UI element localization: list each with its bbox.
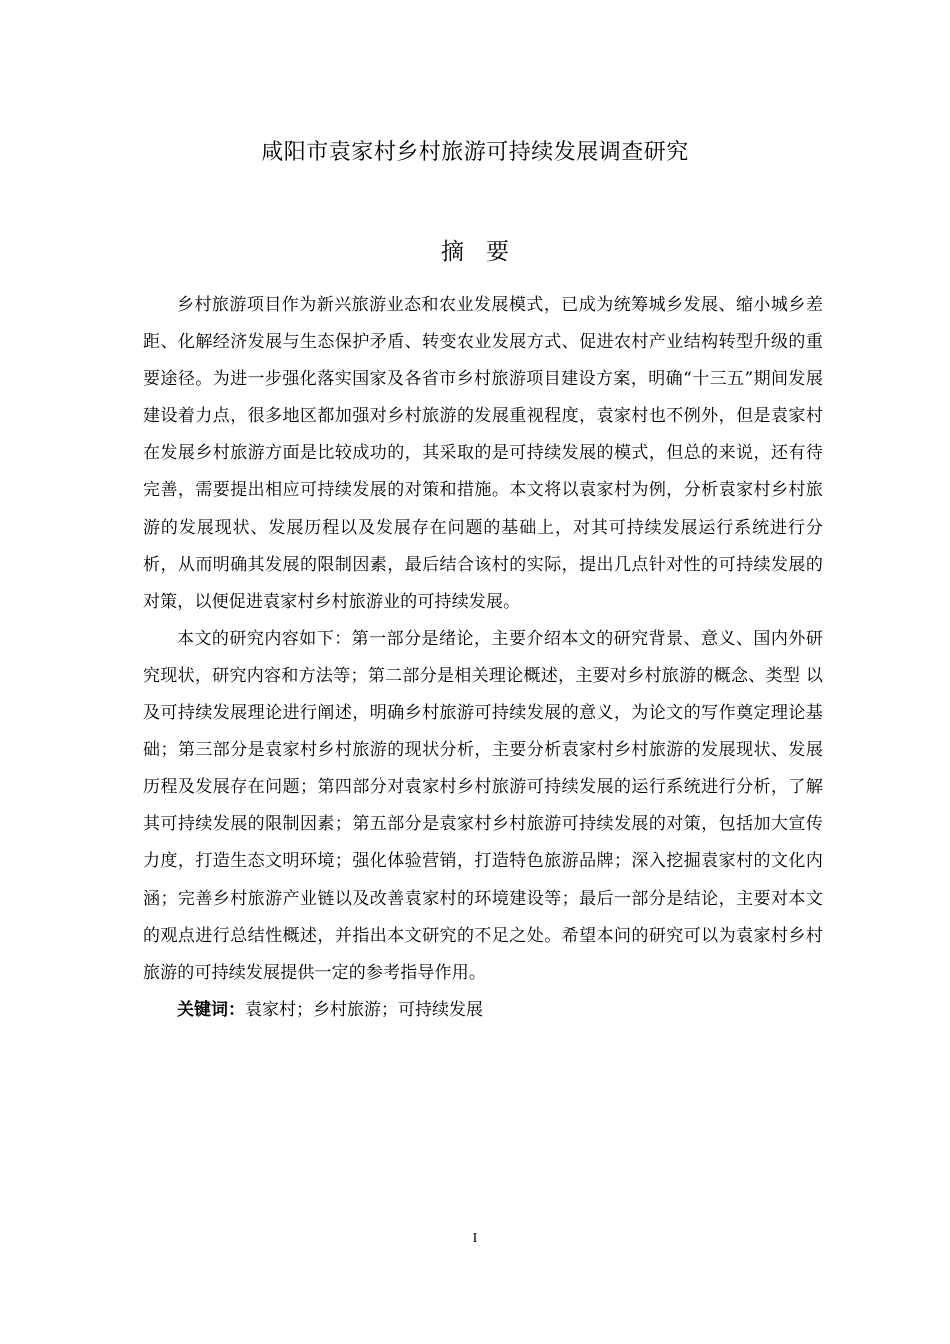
abstract-paragraph-2: 本文的研究内容如下：第一部分是绪论，主要介绍本文的研究背景、意义、国内外研究现状，研究内容和方法等；第二部分是相关理论概述，主要对乡村旅游的概念、类型 以及可持续发展理论进行阐述，明确乡村旅游可持续发展的意义，为论文的写作奠定理论基础；第三部分是袁家村乡村旅游的现状分析，主要分析袁家村乡村旅游的发展现状、发展历程及发展存在问题；第四部分对袁家村乡村旅游可持续发展的运行系统进行分析，了解其可持续发展的限制因素；第五部分是袁家村乡村旅游可持续发展的对策，包括加大宣传力度，打造生态文明环境；强化体验营销，打造特色旅游品牌；深入挖掘袁家村的文化内涵；完善乡村旅游产业链以及改善袁家村的环境建设等；最后一部分是结论，主要对本文的观点进行总结性概述，并指出本文研究的不足之处。希望本问的研究可以为袁家村乡村旅游的可持续发展提供一定的参考指导作用。 bbox=[143, 628, 823, 983]
abstract-body bbox=[143, 287, 823, 1029]
keywords-label: 关键词： bbox=[177, 999, 245, 1020]
keywords-line bbox=[143, 992, 823, 1029]
abstract-paragraph-1: 乡村旅游项目作为新兴旅游业态和农业发展模式，已成为统筹城乡发展、缩小城乡差距、化解经济发展与生态保护矛盾、转变农业发展方式、促进农村产业结构转型升级的重要途径。为进一步强化落实国家及各省市乡村旅游项目建设方案，明确“十三五”期间发展建设着力点，很多地区都加强对乡村旅游的发展重视程度，袁家村也不例外，但是袁家村在发展乡村旅游方面是比较成功的，其采取的是可持续发展的模式，但总的来说，还有待完善，需要提出相应可持续发展的对策和措施。本文将以袁家村为例，分析袁家村乡村旅游的发展现状、发展历程以及发展存在问题的基础上，对其可持续发展运行系统进行分析，从而明确其发展的限制因素，最后结合该村的实际，提出几点针对性的可持续发展的对策，以便促进袁家村乡村旅游业的可持续发展。 bbox=[143, 295, 823, 612]
abstract-heading: 摘要 bbox=[441, 239, 531, 265]
document-title: 咸阳市袁家村乡村旅游可持续发展调查研究 bbox=[261, 140, 689, 165]
page-number: I bbox=[472, 1231, 478, 1246]
keywords-text: 袁家村；乡村旅游；可持续发展 bbox=[245, 999, 483, 1020]
